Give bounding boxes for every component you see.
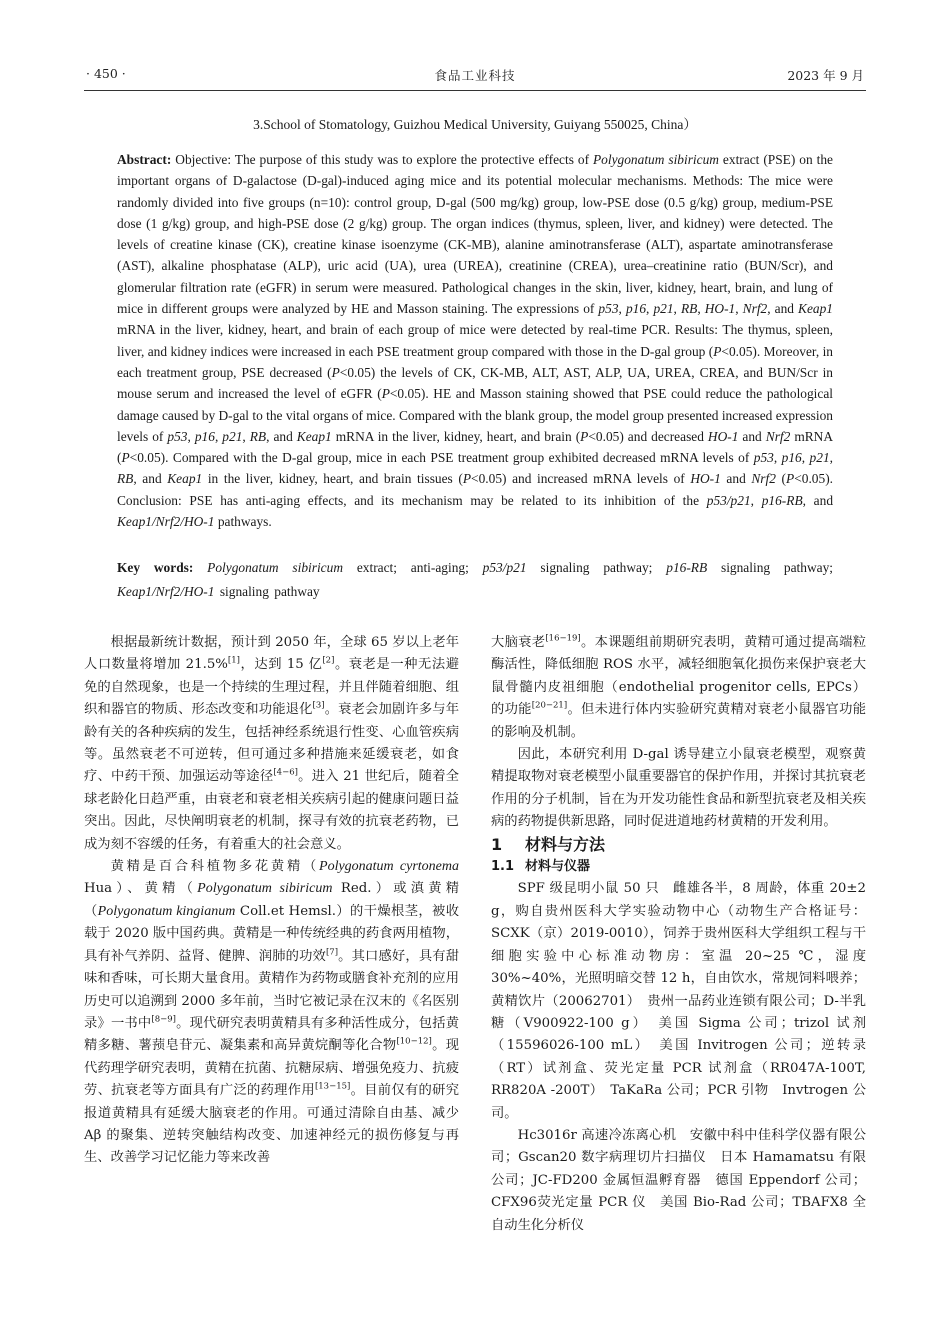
text-run: <0.05). HE and Masson staining showed that PSE could reduce the pathological damage caused by D-gal to the vital organs of mice. Compared with the blank group, the model group presented increased expression levels of xyxy=(117,386,834,444)
text-run: extract (PSE) on the important organs of D-galactose (D-gal)-induced aging mice and its potential molecular mechanisms. Methods: The mice were randomly divided into five groups (n=10): control group, D-gal (500 mg/kg) group, low-PSE dose (0.5 g/kg) group, medium-PSE dose (1 g/kg) group, and high-PSE dose (2 g/kg) group. The organ indices (thymus, spleen, liver, and kidney) were detected. The levels of creatine kinase (CK), creatine kinase isoenzyme (CK-MB), alanine aminotransferase (ALT), aspartate aminotransferase (AST), alkaline phosphatase (ALP), uric acid (UA), urea (UREA), creatinine (CREA), urea–creatinine ratio (BUN/Scr), and glomerular filtration rate (eGFR) in serum were measured. Pathological changes in the skin, liver, kidney, heart, brain, and lung of mice in different groups were analyzed by HE and Masson staining. The expressions of xyxy=(117,152,834,317)
latin-name: Polygonatum sibiricum xyxy=(197,881,333,897)
text-run: 黄精是百合科植物多花黄精（ xyxy=(110,859,320,875)
citation: [1] xyxy=(227,655,240,666)
citation: [20−21] xyxy=(531,700,568,711)
citation: [10−12] xyxy=(396,1036,432,1047)
italic-term: RB xyxy=(249,428,267,444)
italic-term: p16-RB xyxy=(761,492,803,508)
text-run: and xyxy=(738,428,766,444)
text-run: ，达到 15 亿 xyxy=(239,657,323,673)
citation: [7] xyxy=(325,947,339,958)
text-run: 。进入 21 世纪后，随着全球老龄化日趋严重，由衰老和衰老相关疾病引起的健康问题日益突出。因此，尽快阐明衰老的机制，探寻有效的抗衰老药物，已成为刻不容缓的任务，有着重大的社会意义。 xyxy=(84,769,460,852)
text-run: <0.05) and increased mRNA levels of xyxy=(471,471,691,487)
text-run: Red.）或滇黄精（ xyxy=(84,881,460,919)
text-run: mRNA in the liver, kidney, heart, and brain ( xyxy=(331,428,581,444)
italic-term: Keap1/Nrf2/HO-1 xyxy=(117,514,215,530)
heading-number: 1.1 xyxy=(491,859,515,875)
text-run: , xyxy=(735,301,743,317)
keywords-label: Key words: xyxy=(117,560,194,575)
italic-term: P xyxy=(381,386,390,402)
paragraph xyxy=(491,878,866,1124)
citation: [4−6] xyxy=(273,768,298,779)
italic-term: P xyxy=(713,343,722,359)
text-run: 大脑衰老 xyxy=(491,635,546,650)
text-run: signaling pathway; xyxy=(707,560,833,575)
text-run: signaling pathway; xyxy=(526,560,667,575)
italic-term: p53 xyxy=(753,450,774,466)
text-run: , and xyxy=(802,492,834,508)
keywords-body xyxy=(117,560,833,599)
italic-term: RB xyxy=(117,471,134,487)
text-run: 。但未进行体内实验研究黄精对衰老小鼠器官功能的影响及机制。 xyxy=(491,702,867,740)
text-run: , xyxy=(242,428,250,444)
keywords xyxy=(117,556,833,604)
paragraph xyxy=(84,856,459,1170)
text-run: , xyxy=(773,450,782,466)
text-run: 。其口感好，具有甜味和香味，可长期大量食用。黄精作为药物或膳食补充剂的应用历史可以追溯到 2000 多年前，当时它被记录在汉末的《名医别录》一书中 xyxy=(84,948,459,1031)
left-column xyxy=(84,632,459,1170)
text-run: 。衰老会加剧许多与年龄有关的各种疾病的发生，包括神经系统退行性变、心血管疾病等。虽然衰老不可逆转，但可通过多种措施来延缓衰老，如食疗、中药干预、加强运动等途径 xyxy=(84,702,460,785)
paragraph xyxy=(491,1125,866,1237)
issue-date: 2023 年 9 月 xyxy=(787,68,864,83)
text-run: 因此，本研究利用 D-gal 诱导建立小鼠衰老模型，观察黄精提取物对衰老模型小鼠重要器官的保护作用，并探讨其抗衰老作用的分子机制，旨在为开发功能性食品和新型抗衰老及相关疾病的药物提供新思路，同时促进道地药材黄精的开发利用。 xyxy=(491,747,866,830)
text-run: , xyxy=(697,301,705,317)
italic-term: P xyxy=(580,428,589,444)
italic-term: Nrf2 xyxy=(742,301,768,317)
text-run: , and xyxy=(767,301,799,317)
text-run: pathways. xyxy=(214,514,272,530)
latin-name: Polygonatum cyrtonema xyxy=(319,859,459,875)
text-run: <0.05). Compared with the D-gal group, mice in each PSE treatment group exhibited decreased mRNA levels of xyxy=(129,450,754,466)
text-run: , and xyxy=(133,471,168,487)
italic-term: P xyxy=(121,450,130,466)
subsection-heading xyxy=(491,856,866,878)
italic-term: p16 xyxy=(194,428,215,444)
italic-term: Nrf2 xyxy=(751,471,776,487)
paragraph xyxy=(84,632,459,856)
text-run: , xyxy=(801,450,810,466)
text-run: , xyxy=(829,450,833,466)
text-run: Coll.et Hemsl.）的干燥根茎，被收载于 2020 版中国药典。黄精是一种传统经典的药食两用植物，具有补气养阴、益肾、健脾、润肺的功效 xyxy=(84,903,459,964)
heading-number: 1 xyxy=(491,834,503,854)
text-run: <0.05) the levels of CK, CK-MB, ALT, AST, ALP, UA, UREA, CREA, and BUN/Scr in mouse serum and increased the level of eGFR ( xyxy=(117,364,833,402)
text-run: ( xyxy=(775,471,787,487)
italic-term: p16 xyxy=(781,450,802,466)
text-run: <0.05). Conclusion: PSE has anti-aging effects, and its mechanism may be related to its inhibition of the xyxy=(117,471,833,508)
italic-term: p21 xyxy=(222,428,243,444)
header-rule xyxy=(84,90,866,91)
italic-term: HO-1 xyxy=(707,428,739,444)
italic-term: HO-1 xyxy=(690,471,721,487)
text-run: signaling pathway xyxy=(214,584,320,599)
citation: [16−19] xyxy=(545,633,581,644)
italic-term: p21 xyxy=(653,301,674,317)
text-run: SPF 级昆明小鼠 50 只 雌雄各半，8 周龄，体重 20±2 g，购自贵州医科大学实验动物中心（动物生产合格证号：SCXK（京）2019-0010），饲养于贵州医科大学组织工程与干细胞实验中心标准动物房：室温 20~25 ℃，湿度 30%~40%，光照明暗交替 12 h，自由饮水，常规饲料喂养；黄精饮片（20062701） 贵州一品药业连锁有限公司；D-半乳糖（V900922-100 g） 美国 Sigma 公司；trizol 试剂（15596026-100 mL） 美国 Invitrogen 公司；逆转录（RT）试剂盒、荧光定量 PCR 试剂盒（RR047A-100T, RR820A -200T） TaKaRa 公司；PCR 引物 Invtrogen 公司。 xyxy=(491,881,866,1121)
italic-term: p21 xyxy=(809,450,830,466)
text-run: mRNA ( xyxy=(117,428,834,466)
citation: [3] xyxy=(312,700,325,711)
citation: [8−9] xyxy=(151,1014,176,1025)
text-run: 。现代药理学研究表明，黄精在抗菌、抗糖尿病、增强免疫力、抗疲劳、抗衰老等方面具有广泛的药理作用 xyxy=(84,1038,460,1099)
italic-term: Keap1 xyxy=(296,428,332,444)
italic-term: Polygonatum sibiricum xyxy=(593,152,719,167)
italic-term: p53/p21 xyxy=(482,560,527,575)
text-run: in the liver, kidney, heart, and brain tissues ( xyxy=(202,471,463,487)
italic-term: p16-RB xyxy=(666,560,708,575)
page-number: · 450 · xyxy=(86,66,126,81)
paragraph xyxy=(491,744,866,834)
italic-term: p16 xyxy=(625,301,647,317)
heading-title: 材料与方法 xyxy=(525,834,606,854)
italic-term: p53 xyxy=(598,301,619,317)
text-run: mRNA in the liver, kidney, heart, and brain of each group of mice were detected by real-time PCR. Results: The thymus, spleen, liver, and kidney indices were increased in each PSE treatment group compared with those in the D-gal group ( xyxy=(117,322,833,359)
abstract xyxy=(117,149,833,532)
text-run: 。衰老是一种无法避免的自然现象，也是一个持续的生理过程，并且伴随着细胞、组织和器官的物质、形态改变和功能退化 xyxy=(84,657,459,718)
latin-name: Polygonatum kingianum xyxy=(97,903,236,919)
paragraph xyxy=(491,632,866,744)
text-run: 。本课题组前期研究表明，黄精可通过提高端粒酶活性，降低细胞 ROS 水平，减轻细胞氧化损伤来保护衰老大鼠骨髓内皮祖细胞（endothelial progenitor cells, EPCs）的功能 xyxy=(491,635,867,718)
text-run: Hua）、黄精（ xyxy=(84,881,198,897)
text-run: 。目前仅有的研究报道黄精具有延缓大脑衰老的作用。可通过清除自由基、减少 Aβ 的聚集、逆转突触结构改变、加速神经元的损伤修复与再生、改善学习记忆能力等来改善 xyxy=(84,1083,460,1166)
text-run: , xyxy=(646,301,654,317)
italic-term: Polygonatum sibiricum xyxy=(207,560,343,575)
text-run: <0.05). Moreover, in each treatment group, PSE decreased ( xyxy=(117,343,833,380)
text-run: 根据最新统计数据，预计到 2050 年，全球 65 岁以上老年人口数量将增加 21.5% xyxy=(84,635,459,673)
text-run: 。现代研究表明黄精具有多种活性成分，包括黄精多糖、薯蓣皂苷元、凝集素和高异黄烷酮等化合物 xyxy=(84,1015,460,1054)
journal-name: 食品工业科技 xyxy=(434,68,516,83)
italic-term: P xyxy=(462,471,472,487)
italic-term: Nrf2 xyxy=(765,428,791,444)
text-run: , xyxy=(673,301,681,317)
text-run xyxy=(193,560,207,575)
citation: [2] xyxy=(322,655,335,666)
text-run: Objective: The purpose of this study was to explore the protective effects of xyxy=(171,152,593,167)
text-run: , xyxy=(187,428,195,444)
running-header xyxy=(84,66,866,88)
heading-title: 材料与仪器 xyxy=(525,859,591,875)
text-run: , and xyxy=(266,428,297,444)
italic-term: HO-1 xyxy=(704,301,736,317)
italic-term: RB xyxy=(680,301,698,317)
italic-term: p53 xyxy=(167,428,188,444)
text-run: , xyxy=(618,301,626,317)
text-run: extract; anti-aging; xyxy=(343,560,483,575)
right-column xyxy=(491,632,866,1237)
italic-term: p53/p21 xyxy=(706,492,751,508)
italic-term: Keap1 xyxy=(798,301,834,317)
italic-term: Keap1 xyxy=(167,471,203,487)
italic-term: Keap1/Nrf2/HO-1 xyxy=(117,584,215,599)
text-run: <0.05) and decreased xyxy=(588,428,708,444)
text-run: and xyxy=(720,471,752,487)
citation: [13−15] xyxy=(314,1081,351,1092)
section-heading xyxy=(491,834,866,856)
italic-term: P xyxy=(786,471,795,487)
text-run: , xyxy=(750,492,762,508)
text-run: Hc3016r 高速冷冻离心机 安徽中科中佳科学仪器有限公司；Gscan20 数字病理切片扫描仪 日本 Hamamatsu 有限公司；JC-FD200 金属恒温孵育器 德国 Eppendorf 公司；CFX96荧光定量 PCR 仪 美国 Bio-Rad 公司；TBAFX8 全自动生化分析仪 xyxy=(491,1127,866,1233)
italic-term: P xyxy=(331,364,340,380)
abstract-label: Abstract: xyxy=(117,152,172,167)
text-run: , xyxy=(214,428,223,444)
abstract-body xyxy=(117,152,833,529)
affiliation: 3.School of Stomatology, Guizhou Medical University, Guiyang 550025, China） xyxy=(253,117,697,132)
